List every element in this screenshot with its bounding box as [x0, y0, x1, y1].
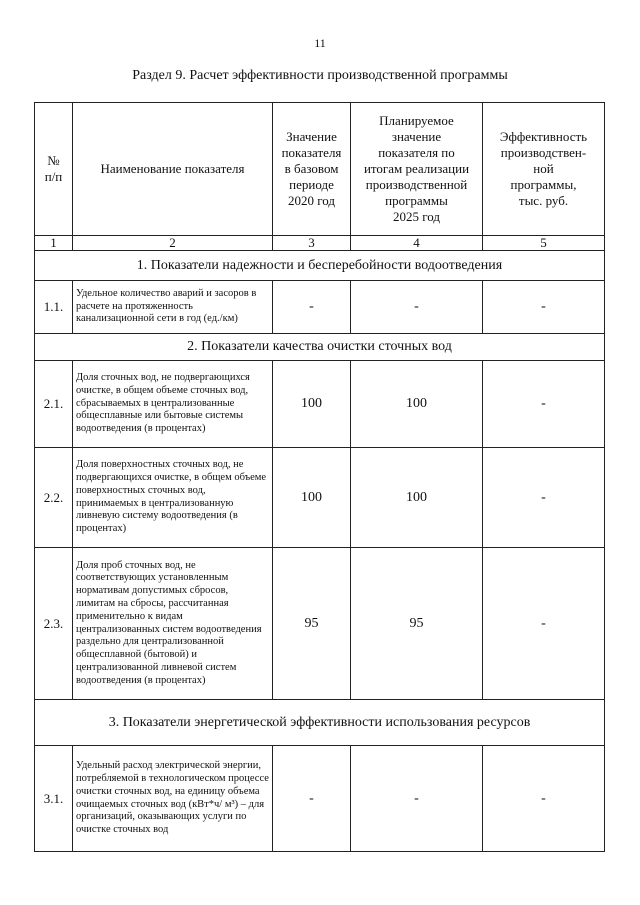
section-heading: 3. Показатели энергетической эффективности использования ресурсов [35, 700, 605, 746]
section-heading: 2. Показатели качества очистки сточных вод [35, 334, 605, 361]
indicator-name: Доля сточных вод, не подвергающихся очистке, в общем объеме сточных вод, сбрасываемых в централизованные общесплавные или бытовые системы водоотведения (в процентах) [73, 361, 273, 448]
efficiency-value: - [483, 448, 605, 548]
section-heading: 1. Показатели надежности и бесперебойности водоотведения [35, 251, 605, 281]
table-row [35, 361, 605, 448]
header-name: Наименование показателя [73, 103, 273, 236]
table-row [35, 746, 605, 852]
page-number: 11 [314, 36, 326, 50]
column-number: 4 [351, 236, 483, 251]
row-index: 2.1. [35, 361, 73, 448]
planned-value: - [351, 281, 483, 334]
planned-value: - [351, 746, 483, 852]
base-value: 95 [273, 548, 351, 700]
efficiency-table [34, 102, 605, 852]
planned-value: 100 [351, 361, 483, 448]
section-header-row [35, 251, 605, 281]
indicator-name: Удельный расход электрической энергии, потребляемой в технологическом процессе очистки сточных вод, на единицу объема очищаемых сточных вод (кВт*ч/ м³) – для организаций, оказывающих услуги по очистке сточных вод [73, 746, 273, 852]
row-index: 2.2. [35, 448, 73, 548]
table-row [35, 448, 605, 548]
table-row [35, 548, 605, 700]
base-value: - [273, 746, 351, 852]
indicator-name: Доля поверхностных сточных вод, не подвергающихся очистке, в общем объеме поверхностных сточных вод, принимаемых в централизованную ливневую систему водоотведения (в процентах) [73, 448, 273, 548]
header-planned-value: Планируемое значение показателя по итогам реализации производственной программы 2025 год [351, 103, 483, 236]
column-number: 1 [35, 236, 73, 251]
header-base-value: Значение показателя в базовом периоде 2020 год [273, 103, 351, 236]
header-row [35, 103, 605, 236]
efficiency-value: - [483, 548, 605, 700]
planned-value: 95 [351, 548, 483, 700]
column-number: 5 [483, 236, 605, 251]
section-header-row [35, 700, 605, 746]
planned-value: 100 [351, 448, 483, 548]
table-row [35, 281, 605, 334]
efficiency-value: - [483, 281, 605, 334]
row-index: 2.3. [35, 548, 73, 700]
base-value: 100 [273, 361, 351, 448]
section-header-row [35, 334, 605, 361]
base-value: - [273, 281, 351, 334]
indicator-name: Доля проб сточных вод, не соответствующих установленным нормативам допустимых сбросов, лимитам на сбросы, рассчитанная применительно к видам централизованных систем водоотведения раздельно для централизованной общесплавной (бытовой) и централизованной ливневой систем водоотведения (в процентах) [73, 548, 273, 700]
header-index: № п/п [35, 103, 73, 236]
section-title: Раздел 9. Расчет эффективности производственной программы [132, 68, 508, 83]
column-number-row [35, 236, 605, 251]
row-index: 3.1. [35, 746, 73, 852]
efficiency-value: - [483, 361, 605, 448]
base-value: 100 [273, 448, 351, 548]
efficiency-value: - [483, 746, 605, 852]
indicator-name: Удельное количество аварий и засоров в расчете на протяженность канализационной сети в год (ед./км) [73, 281, 273, 334]
header-efficiency: Эффективность производствен- ной программы, тыс. руб. [483, 103, 605, 236]
column-number: 3 [273, 236, 351, 251]
row-index: 1.1. [35, 281, 73, 334]
column-number: 2 [73, 236, 273, 251]
